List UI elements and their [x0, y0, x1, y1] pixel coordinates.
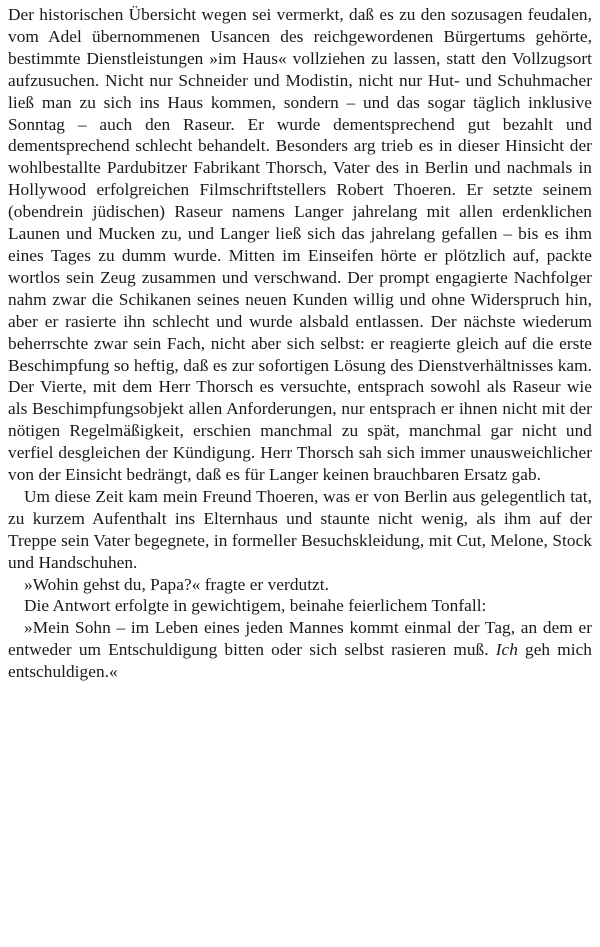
paragraph-historical-overview: Der historischen Übersicht wegen sei vermerkt, daß es zu den sozusagen feudalen, vom Adel übernommenen Usancen des reichgewordenen Bürgertums gehörte, bestimmte Dienstleistungen »im Haus« vollziehen zu lassen, statt den Vollzugsort aufzusuchen. Nicht nur Schneider und Modistin, nicht nur Hut- und Schuhmacher ließ man zu sich ins Haus kommen, sondern – und das sogar täglich inklusive Sonntag – auch den Raseur. Er wurde dementsprechend gut bezahlt und dementsprechend schlecht behandelt. Besonders arg trieb es in dieser Hinsicht der wohlbestallte Pardubitzer Fabrikant Thorsch, Vater des in Berlin und nachmals in Hollywood erfolgreichen Filmschriftstellers Robert Thoeren. Er setzte seinem (obendrein jüdischen) Raseur namens Langer jahrelang mit allen erdenklichen Launen und Mucken zu, und Langer ließ sich das jahrelang gefallen – bis es ihm eines Tages zu dumm wurde. Mitten im Einseifen hörte er plötzlich auf, packte wortlos sein Zeug zusammen und verschwand. Der prompt engagierte Nachfolger nahm zwar die Schikanen seines neuen Kunden willig und ohne Widerspruch hin, aber er rasierte ihn schlecht und wurde alsbald entlassen. Der nächste wiederum beherrschte zwar sein Fach, nicht aber sich selbst: er reagierte gleich auf die erste Beschimpfung so heftig, daß es zur sofortigen Lösung des Dienstverhältnisses kam. Der Vierte, mit dem Herr Thorsch es versuchte, entsprach sowohl als Raseur wie als Beschimpfungsobjekt allen Anforderungen, nur entsprach er ihnen nicht mit der nötigen Regelmäßigkeit, erschien manchmal zu spät, manchmal gar nicht und verfiel desgleichen der Kündigung. Herr Thorsch sah sich immer unausweichlicher von der Einsicht bedrängt, daß es für Langer keinen brauchbaren Ersatz gab.: [8, 5, 592, 485]
dialog-answer-part-1: »Mein Sohn – im Leben eines jeden Mannes kommt einmal der Tag, an dem er entweder um Entschuldigung bitten oder sich selbst rasieren muß.: [8, 618, 592, 660]
dialog-answer: [8, 617, 592, 683]
book-page: [8, 4, 592, 683]
dialog-question: »Wohin gehst du, Papa?« fragte er verdutzt.: [24, 574, 330, 594]
dialog-answer-emphasis: Ich: [495, 640, 518, 660]
paragraph-thoeren-visit: Um diese Zeit kam mein Freund Thoeren, was er von Berlin aus gelegentlich tat, zu kurzem Aufenthalt ins Elternhaus und staunte nicht wenig, als ihm auf der Treppe sein Vater begegnete, in formeller Besuchskleidung, mit Cut, Melone, Stock und Handschuhen.: [8, 486, 592, 572]
dialog-answer-part-2: geh mich entschuldigen.«: [8, 640, 592, 682]
paragraph-answer-intro: Die Antwort erfolgte in gewichtigem, beinahe feierlichem Tonfall:: [24, 596, 487, 616]
